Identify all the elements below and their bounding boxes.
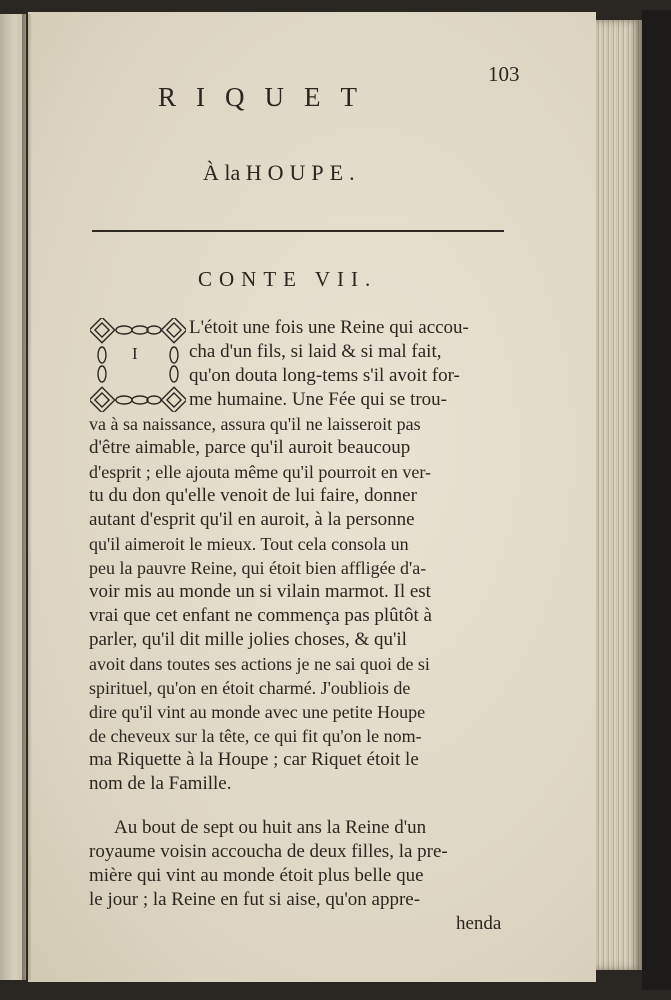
story-subtitle [203,160,443,186]
page-stack-edges [596,20,642,970]
section-heading: CONTE VII. [198,267,378,291]
text-line: tu du don qu'elle venoit de lui faire, donner [89,485,417,506]
page-gutter-shadow [22,14,32,980]
text-line: va à sa naissance, assura qu'il ne laisseroit pas [89,414,421,434]
title-rule [92,230,504,232]
story-title: RIQUET [158,82,377,112]
text-line: avoit dans toutes ses actions je ne sai quoi de si [89,654,430,674]
subtitle-caps: HOUPE. [245,160,361,185]
text-line: mière qui vint au monde étoit plus belle que [89,865,424,886]
text-line: L'étoit une fois une Reine qui accou- [189,317,469,338]
text-line: nom de la Famille. [89,773,232,794]
text-line: d'esprit ; elle ajouta même qu'il pourroit en ver- [89,462,432,482]
text-line: me humaine. Une Fée qui se trou- [189,389,448,410]
drop-cap: I [132,344,138,363]
text-line: vrai que cet enfant ne commença pas plûtôt à [89,605,432,626]
text-line: qu'on douta long-tems s'il avoit for- [189,365,460,386]
text-line: Au bout de sept ou huit ans la Reine d'un [114,817,427,838]
text-line: d'être aimable, parce qu'il auroit beaucoup [89,437,411,458]
text-line: voir mis au monde un si vilain marmot. Il est [89,581,431,602]
page-number: 103 [488,62,520,86]
text-line: qu'il aimeroit le mieux. Tout cela consola un [89,534,409,554]
text-line: spirituel, qu'on en étoit charmé. J'oubliois de [89,678,411,698]
ornamental-drop-cap-frame [90,318,186,412]
text-line: le jour ; la Reine en fut si aise, qu'on appre- [89,889,421,910]
text-line: royaume voisin accoucha de deux filles, la pre- [89,841,448,862]
text-line: parler, qu'il dit mille jolies choses, & qu'il [89,629,407,650]
text-line: dire qu'il vint au monde avec une petite Houpe [89,702,426,722]
catchword: henda [456,913,502,934]
text-line: ma Riquette à la Houpe ; car Riquet étoit le [89,749,419,770]
text-line: de cheveux sur la tête, ce qui fit qu'on le nom- [89,726,422,746]
subtitle-prefix: À la [203,160,241,185]
text-line: cha d'un fils, si laid & si mal fait, [189,341,442,362]
text-line: autant d'esprit qu'il en auroit, à la personne [89,509,415,530]
book-cover-edge [642,10,671,990]
text-line: peu la pauvre Reine, qui étoit bien affligée d'a- [89,558,427,578]
